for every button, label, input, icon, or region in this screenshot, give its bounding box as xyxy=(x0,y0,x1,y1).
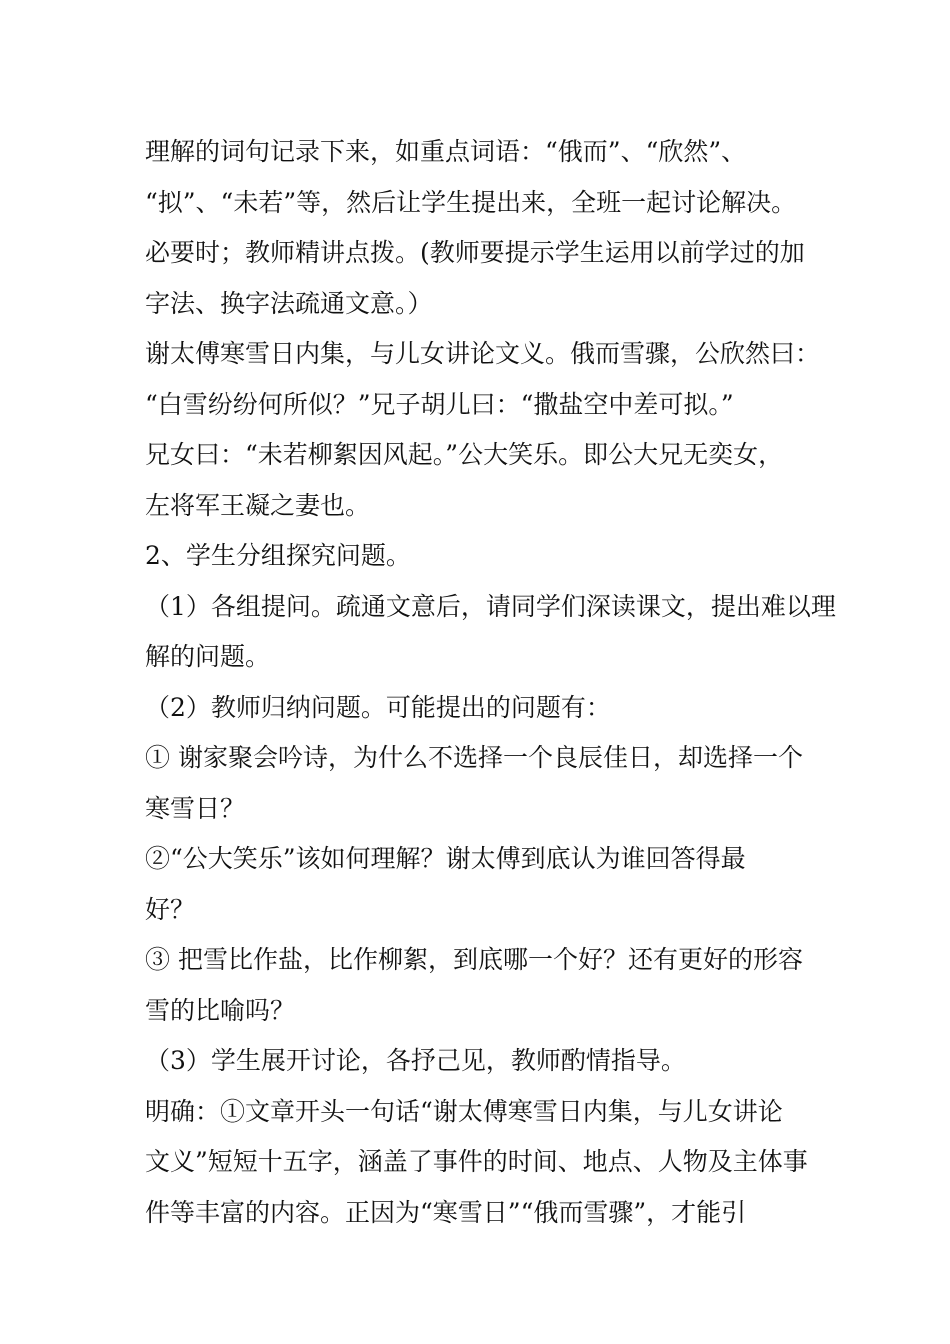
classical-text-line: 谢太傅寒雪日内集，与儿女讲论文义。俄而雪骤，公欣然曰： xyxy=(145,339,821,368)
text-line: 必要时；教师精讲点拨。(教师要提示学生运用以前学过的加 xyxy=(145,238,805,267)
question-line: ③ 把雪比作盐，比作柳絮，到底哪一个好？还有更好的形容 xyxy=(145,945,803,974)
document-body xyxy=(145,127,835,1238)
question-line: ②“公大笑乐”该如何理解？谢太傅到底认为谁回答得最 xyxy=(145,844,746,873)
text-line: “拟”、“未若”等，然后让学生提出来，全班一起讨论解决。 xyxy=(145,187,797,217)
text-line: 理解的词句记录下来，如重点词语：“俄而”、“欣然”、 xyxy=(145,137,747,166)
text-line: （3）学生展开讨论，各抒己见，教师酌情指导。 xyxy=(145,1046,686,1075)
text-line: 解的问题。 xyxy=(145,642,271,671)
section-heading: 2、学生分组探究问题。 xyxy=(145,541,411,570)
answer-line: 明确：①文章开头一句话“谢太傅寒雪日内集，与儿女讲论 xyxy=(145,1096,783,1126)
answer-line: 文义”短短十五字，涵盖了事件的时间、地点、人物及主体事 xyxy=(145,1147,808,1176)
text-line: （1）各组提问。疏通文意后，请同学们深读课文，提出难以理 xyxy=(145,591,836,621)
question-line: 寒雪日？ xyxy=(145,793,246,823)
classical-text-line: “白雪纷纷何所似？”兄子胡儿曰：“撒盐空中差可拟。” xyxy=(145,389,734,419)
text-line: （2）教师归纳问题。可能提出的问题有： xyxy=(145,692,611,722)
classical-text-line: 兄女曰：“未若柳絮因风起。”公大笑乐。即公大兄无奕女， xyxy=(145,440,784,469)
question-line: 雪的比喻吗？ xyxy=(145,995,296,1025)
question-line: ① 谢家聚会吟诗，为什么不选择一个良辰佳日，却选择一个 xyxy=(145,743,803,772)
answer-line: 件等丰富的内容。正因为“寒雪日”“俄而雪骤”，才能引 xyxy=(145,1197,747,1227)
classical-text-line: 左将军王凝之妻也。 xyxy=(145,490,371,520)
text-line: 字法、换字法疏通文意。） xyxy=(145,288,433,318)
question-line: 好？ xyxy=(145,894,196,924)
